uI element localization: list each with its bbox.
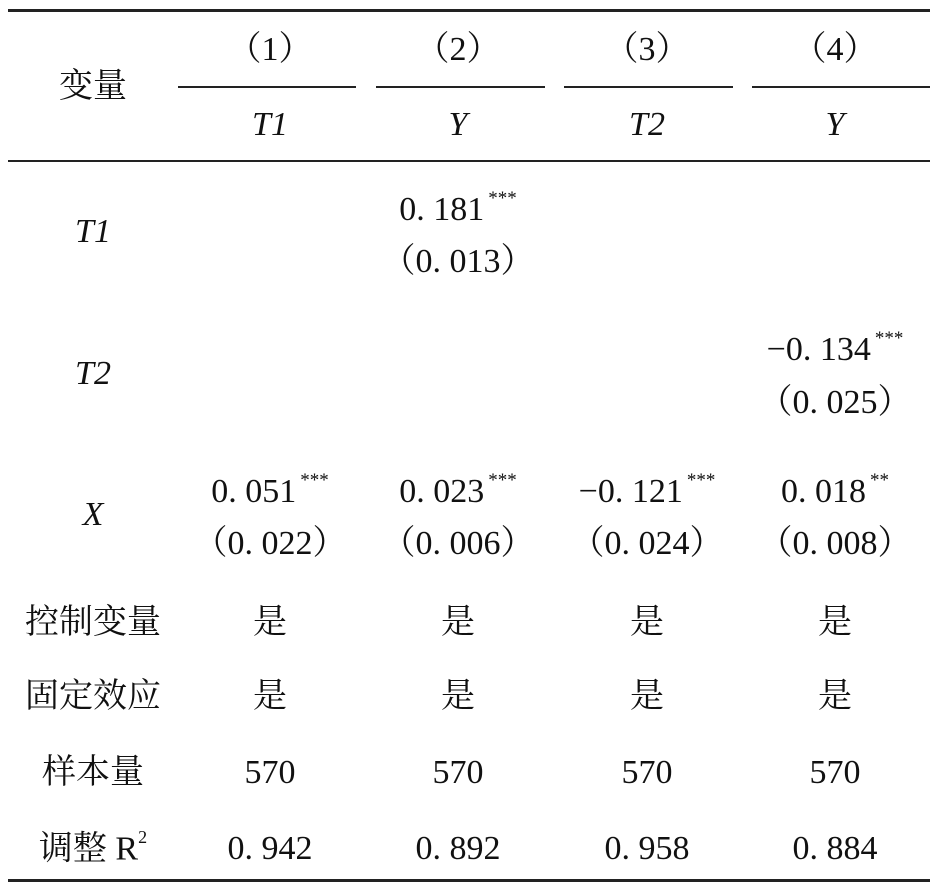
cell-se: （0. 013） xyxy=(381,243,535,280)
significance-stars: *** xyxy=(488,470,517,491)
cell-value: 是 xyxy=(630,604,664,641)
coef-value: −0. 134 xyxy=(766,331,871,368)
significance-stars: ** xyxy=(870,470,889,491)
cell-value: 0. 884 xyxy=(792,830,878,867)
col3-header-rule xyxy=(564,86,733,88)
cell-value: 是 xyxy=(818,678,852,715)
row-label-sample-size: 样本量 xyxy=(42,754,144,791)
cell-value: 是 xyxy=(253,678,287,715)
column-number-4: （4） xyxy=(792,31,878,68)
adj-r2-superscript: 2 xyxy=(138,827,148,847)
header-bottom-rule xyxy=(8,160,930,162)
cell-se: （0. 025） xyxy=(758,384,912,421)
cell-value: 是 xyxy=(630,678,664,715)
coef-value: 0. 181 xyxy=(399,191,485,228)
cell-coef xyxy=(781,470,889,510)
row-label-x: X xyxy=(82,496,104,533)
bottom-rule xyxy=(8,879,930,882)
significance-stars: *** xyxy=(686,470,716,491)
cell-value: 570 xyxy=(244,754,296,791)
column-dependent-4: Y xyxy=(825,106,845,143)
coef-value: 0. 023 xyxy=(399,473,485,510)
cell-value: 0. 958 xyxy=(604,830,690,867)
row-label-t2: T2 xyxy=(75,355,111,392)
column-dependent-1: T1 xyxy=(252,106,288,143)
row-label-adj-r2 xyxy=(38,827,148,868)
column-dependent-3: T2 xyxy=(629,106,665,143)
top-rule xyxy=(8,9,930,12)
cell-value: 570 xyxy=(432,754,484,791)
cell-coef xyxy=(399,188,517,228)
cell-se: （0. 006） xyxy=(381,525,535,562)
coef-value: 0. 051 xyxy=(211,473,297,510)
corner-label: 变量 xyxy=(59,68,127,105)
column-number-3: （3） xyxy=(604,31,690,68)
cell-coef xyxy=(766,328,904,368)
adj-r2-label-text: 调整 R xyxy=(38,830,139,868)
coef-value: −0. 121 xyxy=(578,473,683,510)
row-label-controls: 控制变量 xyxy=(25,604,161,641)
cell-coef xyxy=(211,470,329,510)
column-number-1: （1） xyxy=(227,31,313,68)
significance-stars: *** xyxy=(300,470,329,491)
col1-header-rule xyxy=(178,86,356,88)
cell-value: 570 xyxy=(621,754,673,791)
significance-stars: *** xyxy=(874,328,904,349)
col4-header-rule xyxy=(752,86,930,88)
cell-value: 是 xyxy=(818,604,852,641)
coef-value: 0. 018 xyxy=(781,473,866,510)
cell-value: 0. 892 xyxy=(415,830,501,867)
cell-se: （0. 022） xyxy=(193,525,347,562)
cell-value: 0. 942 xyxy=(227,830,313,867)
column-dependent-2: Y xyxy=(448,106,468,143)
cell-value: 是 xyxy=(441,678,475,715)
cell-coef xyxy=(578,470,716,510)
cell-coef xyxy=(399,470,517,510)
row-label-t1: T1 xyxy=(75,213,111,250)
column-number-2: （2） xyxy=(415,31,501,68)
significance-stars: *** xyxy=(488,188,517,209)
row-label-fixed-effects: 固定效应 xyxy=(25,678,161,715)
cell-value: 是 xyxy=(253,604,287,641)
cell-se: （0. 008） xyxy=(758,525,912,562)
cell-se: （0. 024） xyxy=(570,525,724,562)
col2-header-rule xyxy=(376,86,545,88)
cell-value: 570 xyxy=(809,754,861,791)
cell-value: 是 xyxy=(441,604,475,641)
